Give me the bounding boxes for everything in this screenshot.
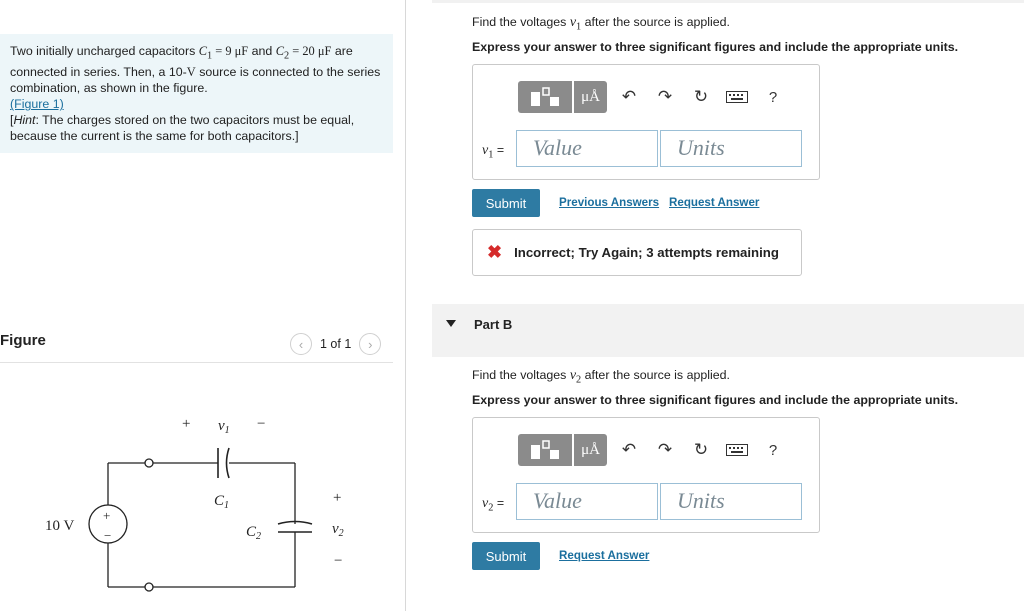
keyboard-icon[interactable]	[719, 434, 755, 466]
chevron-right-icon: ›	[368, 336, 373, 352]
error-icon: ✖	[487, 242, 503, 262]
prev-figure-button[interactable]	[290, 333, 312, 355]
c1-value: = 9 μF	[212, 44, 249, 58]
part-b-submit-button[interactable]: Submit	[472, 542, 540, 570]
redo-icon[interactable]: ↷	[657, 440, 673, 459]
part-b-answer-box	[472, 417, 820, 533]
feedback-text: Incorrect; Try Again; 3 attempts remaining	[514, 245, 779, 260]
c1-label: $C_1$	[214, 493, 230, 511]
template-button[interactable]	[518, 81, 572, 113]
top-strip	[432, 0, 1024, 3]
units-input[interactable]: Units	[660, 483, 802, 520]
next-figure-button[interactable]	[359, 333, 381, 355]
v1-input-label: $v_1$ =	[482, 143, 505, 161]
v2-plus-label: +	[333, 490, 342, 506]
terminal	[145, 583, 153, 591]
part-a-prompt: Find the voltages $v_1$ after the source is applied.	[472, 15, 730, 33]
math-toolbar	[518, 81, 791, 113]
part-a-variable: v	[569, 15, 577, 30]
figure-divider	[0, 362, 393, 363]
value-input[interactable]: Value	[516, 483, 658, 520]
c2-subscript: 2	[284, 50, 290, 62]
help-button[interactable]: ?	[768, 88, 778, 106]
part-b-variable: v	[569, 368, 577, 383]
math-toolbar	[518, 434, 791, 466]
undo-icon[interactable]: ↶	[621, 440, 637, 459]
previous-answers-link[interactable]: Previous Answers	[559, 196, 660, 209]
part-a-submit-button[interactable]: Submit	[472, 189, 540, 217]
figure-link[interactable]: (Figure 1)	[10, 97, 64, 112]
request-answer-link[interactable]: Request Answer	[559, 549, 650, 562]
v2-label: $v_2$	[332, 521, 344, 539]
units-button[interactable]: μÅ	[574, 81, 607, 113]
units-input[interactable]: Units	[660, 130, 802, 167]
request-answer-link[interactable]: Request Answer	[669, 196, 760, 209]
terminal	[145, 459, 153, 467]
template-button[interactable]	[518, 434, 572, 466]
volt-unit: V	[186, 65, 196, 80]
problem-statement	[0, 34, 393, 153]
v1-plus-label: +	[182, 416, 191, 432]
v2-minus-label: −	[334, 553, 343, 569]
template-icon	[530, 87, 560, 107]
problem-text: and	[248, 44, 276, 58]
source-minus: −	[104, 528, 112, 543]
part-b-header[interactable]	[432, 304, 1024, 357]
figure-title: Figure	[0, 332, 46, 349]
units-button[interactable]: μÅ	[574, 434, 607, 466]
chevron-left-icon: ‹	[298, 336, 304, 352]
c1-plate-curved	[227, 448, 230, 478]
c2-symbol: C	[275, 44, 284, 58]
source-plus: +	[103, 508, 111, 523]
v1-label: $v_1$	[218, 418, 230, 436]
circuit-diagram	[0, 380, 400, 600]
c1-symbol: C	[198, 44, 207, 58]
part-a-instructions: Express your answer to three significant figures and include the appropriate units.	[472, 40, 959, 54]
reset-icon[interactable]: ↻	[693, 440, 709, 459]
part-b-prompt: Find the voltages $v_2$ after the source is applied.	[472, 368, 730, 386]
right-panel	[432, 0, 1024, 611]
problem-text: source is connected to the series combination, as shown in the figure.	[10, 65, 381, 96]
hint-bracket: [	[10, 113, 14, 128]
part-a-answer-box	[472, 64, 820, 180]
problem-text: are connected in series. Then, a 10-	[10, 44, 353, 80]
part-b-title: Part B	[474, 317, 513, 332]
reset-icon[interactable]: ↻	[693, 87, 709, 106]
value-input[interactable]: Value	[516, 130, 658, 167]
template-icon	[530, 440, 560, 460]
figure-pager	[290, 333, 381, 355]
c2-label: $C_2$	[246, 524, 262, 542]
problem-text: Two initially uncharged capacitors	[10, 44, 199, 58]
keyboard-icon[interactable]	[719, 81, 755, 113]
hint-label: Hint	[13, 113, 36, 128]
part-b-instructions: Express your answer to three significant figures and include the appropriate units.	[472, 393, 959, 407]
source-label: 10 V	[45, 518, 75, 534]
undo-icon[interactable]: ↶	[621, 87, 637, 106]
hint-text: : The charges stored on the two capacitors must be equal, because the current is the same for both capacitors.]	[10, 113, 355, 144]
pager-text: 1 of 1	[320, 337, 352, 351]
v2-input-label: $v_2$ =	[482, 496, 505, 514]
feedback-message	[472, 229, 802, 276]
v1-minus-label: −	[257, 416, 266, 432]
c2-value: = 20 μF	[289, 44, 332, 58]
left-panel	[0, 0, 406, 611]
c1-subscript: 1	[206, 50, 213, 62]
redo-icon[interactable]: ↷	[657, 87, 673, 106]
help-button[interactable]: ?	[768, 441, 778, 459]
caret-down-icon	[446, 320, 456, 327]
